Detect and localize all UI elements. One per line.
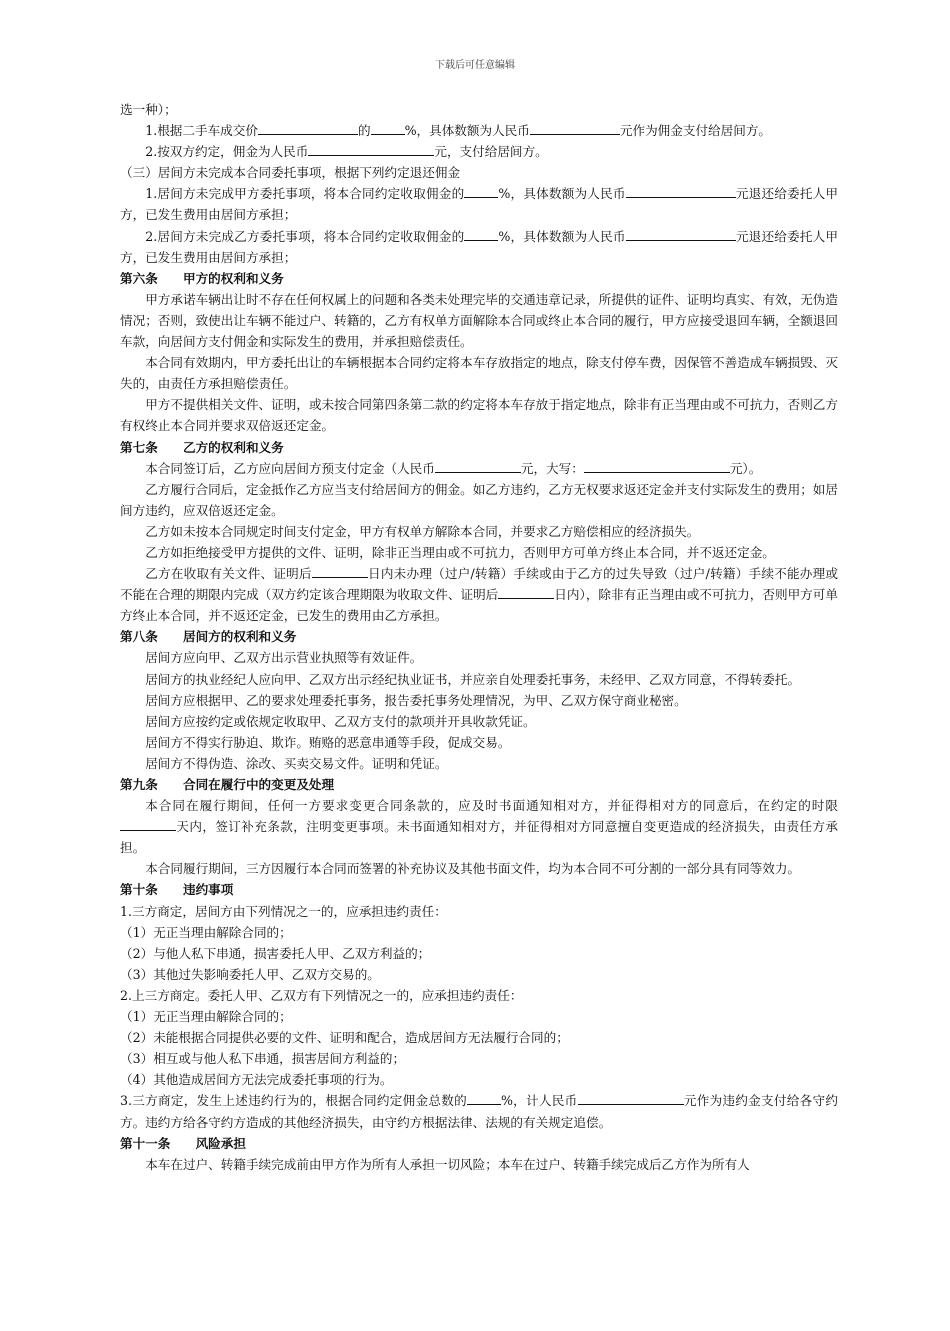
paragraph: 本合同履行期间，三方因履行本合同而签署的补充协议及其他书面文件，均为本合同不可分割的一部分具有同等效力。 — [145, 861, 801, 877]
section-heading: 第十条 违约事项 — [120, 882, 234, 898]
page-header: 下载后可任意编辑 — [435, 60, 515, 71]
section-heading: 第八条 居间方的权利和义务 — [120, 629, 297, 645]
section-heading: 第十一条 风险承担 — [120, 1135, 246, 1151]
paragraph: 甲方承诺车辆出让时不存在任何权属上的问题和各类未处理完毕的交通违章记录，所提供的证件、证明均真实、有效，无伪造情况；否则，致使出让车辆不能过户、转籍的，乙方有权单方面解除本合同或终止本合同的履行，甲方应接受退回车辆，全额退回车款，向居间方支付佣金和实际发生的费用，并承担赔偿责任。 — [120, 291, 838, 350]
paragraph: （1）无正当理由解除合同的； — [120, 924, 292, 940]
paragraph: 乙方如拒绝接受甲方提供的文件、证明，除非正当理由或不可抗力，否则甲方可单方终止本合同，并不返还定金。 — [145, 544, 775, 560]
paragraph: （2）与他人私下串通，损害委托人甲、乙双方利益的； — [120, 945, 431, 961]
paragraph: 甲方不提供相关文件、证明，或未按合同第四条第二款的约定将本车存放于指定地点，除非有正当理由或不可抗力，否则乙方有权终止本合同并要求双倍返还定金。 — [120, 397, 838, 434]
paragraph: 3.三方商定，发生上述违约行为的，根据合同约定佣金总数的 %，计人民币 元作为违约金支付给各守约方。违约方给各守约方造成的其他经济损失，由守约方根据法律、法规的有关规定追偿。 — [120, 1093, 838, 1130]
paragraph: 居间方不得实行胁迫、欺诈。贿赂的恶意串通等手段，促成交易。 — [145, 734, 511, 750]
paragraph: （2）未能根据合同提供必要的文件、证明和配合，造成居间方无法履行合同的； — [120, 1030, 569, 1046]
fill-in-blank[interactable] — [312, 564, 368, 578]
paragraph: 1.居间方未完成甲方委托事项，将本合同约定收取佣金的 %，具体数额为人民币 元退还给委托人甲方，已发生费用由居间方承担； — [120, 186, 838, 223]
paragraph: 2.居间方未完成乙方委托事项，将本合同约定收取佣金的 %，具体数额为人民币 元退还给委托人甲方，已发生费用由居间方承担； — [120, 228, 838, 265]
fill-in-blank[interactable] — [464, 184, 498, 198]
paragraph: 乙方在收取有关文件、证明后 日内未办理（过户/转籍）手续或由于乙方的过失导致（过户/转籍）手续不能办理或不能在合理的期限内完成（双方约定该合理期限为收取文件、证明后 日内），除非有正当理由或不可抗力，否则甲方可单方终止本合同，并不返还定金，已发生的费用由乙方承担。 — [120, 566, 839, 624]
fill-in-blank[interactable] — [371, 121, 405, 135]
paragraph: 本合同有效期内，甲方委托出让的车辆根据本合同约定将本车存放指定的地点，除支付停车费，因保管不善造成车辆损毁、灭失的，由责任方承担赔偿责任。 — [120, 355, 838, 392]
paragraph: 1.根据二手车成交价 的 %，具体数额为人民币 元作为佣金支付给居间方。 — [145, 123, 771, 139]
section-heading: 第六条 甲方的权利和义务 — [120, 270, 284, 286]
fill-in-blank[interactable] — [498, 585, 554, 599]
fill-in-blank[interactable] — [258, 121, 358, 135]
fill-in-blank[interactable] — [530, 121, 620, 135]
fill-in-blank[interactable] — [467, 1091, 501, 1105]
paragraph: 2.按双方约定，佣金为人民币 元，支付给居间方。 — [145, 144, 548, 160]
fill-in-blank[interactable] — [626, 227, 736, 241]
paragraph: 居间方应根据甲、乙的要求处理委托事务，报告委托事务处理情况，为甲、乙双方保守商业秘密。 — [145, 692, 687, 708]
paragraph: 居间方的执业经纪人应向甲、乙双方出示经纪执业证书，并应亲自处理委托事务，未经甲、乙双方同意，不得转委托。 — [145, 671, 801, 687]
paragraph: 本合同在履行期间，任何一方要求变更合同条款的，应及时书面通知相对方，并征得相对方的同意后，在约定的时限天内，签订补充条款，注明变更事项。未书面通知相对方，并征得相对方同意擅自变更造成的经济损失，由责任方承担。 — [120, 798, 838, 856]
section-heading: 第九条 合同在履行中的变更及处理 — [120, 777, 335, 792]
paragraph: 选一种）； — [120, 102, 177, 117]
fill-in-blank[interactable] — [464, 227, 498, 241]
paragraph: 居间方应向甲、乙双方出示营业执照等有效证件。 — [145, 650, 423, 666]
paragraph: 乙方履行合同后，定金抵作乙方应当支付给居间方的佣金。如乙方违约，乙方无权要求返还定金并支付实际发生的费用；如居间方违约，应双倍返还定金。 — [120, 481, 838, 518]
paragraph: （三）居间方未完成本合同委托事项，根据下列约定退还佣金 — [120, 165, 461, 181]
fill-in-blank[interactable] — [435, 459, 521, 473]
fill-in-blank[interactable] — [584, 459, 730, 473]
paragraph: （4）其他造成居间方无法完成委托事项的行为。 — [120, 1072, 393, 1088]
paragraph: 2.上三方商定。委托人甲、乙双方有下列情况之一的，应承担违约责任： — [120, 987, 523, 1003]
paragraph: 居间方不得伪造、涂改、买卖交易文件。证明和凭证。 — [145, 755, 448, 771]
fill-in-blank[interactable] — [308, 142, 434, 156]
fill-in-blank[interactable] — [120, 817, 176, 831]
fill-in-blank[interactable] — [626, 184, 736, 198]
paragraph: （3）其他过失影响委托人甲、乙双方交易的。 — [120, 966, 380, 982]
paragraph: 本合同签订后，乙方应向居间方预支付定金（人民币 元，大写： 元）。 — [145, 460, 762, 476]
fill-in-blank[interactable] — [578, 1091, 684, 1105]
paragraph: （1）无正当理由解除合同的； — [120, 1009, 292, 1025]
paragraph: 乙方如未按本合同规定时间支付定金，甲方有权单方解除本合同，并要求乙方赔偿相应的经济损失。 — [145, 523, 700, 539]
paragraph: 本车在过户、转籍手续完成前由甲方作为所有人承担一切风险；本车在过户、转籍手续完成后乙方作为所有人 — [145, 1156, 750, 1172]
paragraph: 居间方应按约定或依规定收取甲、乙双方支付的款项并开具收款凭证。 — [145, 713, 536, 729]
paragraph: 1.三方商定，居间方由下列情况之一的，应承担违约责任： — [120, 903, 447, 919]
paragraph: （3）相互或与他人私下串通，损害居间方利益的； — [120, 1051, 406, 1067]
section-heading: 第七条 乙方的权利和义务 — [120, 439, 284, 455]
contract-body — [120, 99, 838, 1175]
